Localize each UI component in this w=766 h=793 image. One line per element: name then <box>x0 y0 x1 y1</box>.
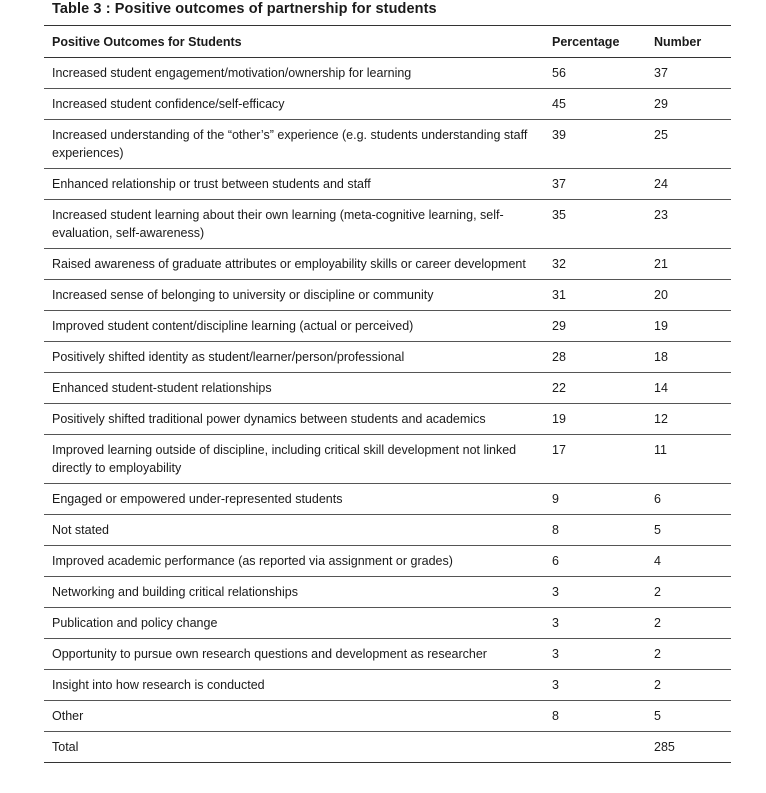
outcome-cell: Engaged or empowered under-represented students <box>52 492 343 506</box>
outcome-cell: Positively shifted traditional power dynamics between students and academics <box>52 412 486 426</box>
number-cell: 5 <box>654 709 661 723</box>
table-row <box>44 342 731 373</box>
percentage-cell: 32 <box>552 257 566 271</box>
table-row <box>44 120 731 169</box>
percentage-cell: 56 <box>552 66 566 80</box>
outcome-cell: Other <box>52 709 84 723</box>
percentage-cell: 45 <box>552 97 566 111</box>
table-row <box>44 404 731 435</box>
table-row <box>44 58 731 89</box>
number-cell: 21 <box>654 257 668 271</box>
percentage-cell: 3 <box>552 616 559 630</box>
outcome-cell: Increased sense of belonging to university or discipline or community <box>52 288 434 302</box>
table-row <box>44 169 731 200</box>
table-title: Table 3 : Positive outcomes of partnership for students <box>52 1 437 17</box>
outcome-cell: Increased student engagement/motivation/ownership for learning <box>52 66 412 80</box>
table-row <box>44 280 731 311</box>
table-row <box>44 577 731 608</box>
outcome-cell: Increased student learning about their own learning (meta-cognitive learning, self-evaluation, self-awareness) <box>52 208 504 240</box>
percentage-cell: 37 <box>552 177 566 191</box>
table-row <box>44 373 731 404</box>
number-cell: 2 <box>654 616 661 630</box>
percentage-cell: 19 <box>552 412 566 426</box>
table-row <box>44 200 731 249</box>
table-row <box>44 670 731 701</box>
number-cell: 23 <box>654 208 668 222</box>
number-cell: 2 <box>654 647 661 661</box>
percentage-cell: 28 <box>552 350 566 364</box>
outcome-cell: Raised awareness of graduate attributes or employability skills or career development <box>52 257 526 271</box>
number-cell: 19 <box>654 319 668 333</box>
outcome-cell: Insight into how research is conducted <box>52 678 265 692</box>
table-row <box>44 435 731 484</box>
table-row <box>44 639 731 670</box>
number-cell: 25 <box>654 128 668 142</box>
table-row <box>44 484 731 515</box>
table-row <box>44 701 731 732</box>
table-row <box>44 89 731 120</box>
outcome-cell: Publication and policy change <box>52 616 218 630</box>
percentage-cell: 29 <box>552 319 566 333</box>
percentage-cell: 39 <box>552 128 566 142</box>
table-body <box>44 58 731 763</box>
number-cell: 5 <box>654 523 661 537</box>
outcome-cell: Improved learning outside of discipline, including critical skill development not linked directly to employability <box>52 443 517 475</box>
number-cell: 11 <box>654 443 667 457</box>
table-row <box>44 249 731 280</box>
number-cell: 24 <box>654 177 668 191</box>
outcome-cell: Enhanced relationship or trust between students and staff <box>52 177 371 191</box>
outcomes-table <box>44 25 731 763</box>
header-number: Number <box>654 35 702 49</box>
outcome-cell: Not stated <box>52 523 109 537</box>
percentage-cell: 8 <box>552 709 559 723</box>
outcome-cell: Improved academic performance (as reported via assignment or grades) <box>52 554 453 568</box>
percentage-cell: 3 <box>552 585 559 599</box>
header-outcome: Positive Outcomes for Students <box>52 35 242 49</box>
outcome-cell: Improved student content/discipline learning (actual or perceived) <box>52 319 414 333</box>
table-header <box>44 26 731 58</box>
table-row <box>44 515 731 546</box>
header-percentage: Percentage <box>552 35 620 49</box>
number-cell: 4 <box>654 554 661 568</box>
table-row <box>44 608 731 639</box>
outcome-cell: Positively shifted identity as student/learner/person/professional <box>52 350 405 364</box>
total-label: Total <box>52 740 79 754</box>
outcome-cell: Opportunity to pursue own research questions and development as researcher <box>52 647 487 661</box>
number-cell: 29 <box>654 97 668 111</box>
number-cell: 12 <box>654 412 668 426</box>
percentage-cell: 3 <box>552 678 559 692</box>
header-row <box>44 26 731 58</box>
outcome-cell: Enhanced student-student relationships <box>52 381 272 395</box>
table-row <box>44 311 731 342</box>
number-cell: 2 <box>654 585 661 599</box>
percentage-cell: 9 <box>552 492 559 506</box>
percentage-cell: 8 <box>552 523 559 537</box>
percentage-cell: 35 <box>552 208 566 222</box>
number-cell: 6 <box>654 492 661 506</box>
number-cell: 37 <box>654 66 668 80</box>
number-cell: 2 <box>654 678 661 692</box>
percentage-cell: 3 <box>552 647 559 661</box>
outcome-cell: Networking and building critical relationships <box>52 585 298 599</box>
number-cell: 14 <box>654 381 668 395</box>
percentage-cell: 31 <box>552 288 566 302</box>
percentage-cell: 6 <box>552 554 559 568</box>
outcome-cell: Increased student confidence/self-efficacy <box>52 97 285 111</box>
number-cell: 18 <box>654 350 668 364</box>
number-cell: 20 <box>654 288 668 302</box>
percentage-cell: 22 <box>552 381 566 395</box>
total-percentage <box>544 732 646 763</box>
percentage-cell: 17 <box>552 443 566 457</box>
total-row <box>44 732 731 763</box>
outcome-cell: Increased understanding of the “other’s” experience (e.g. students understanding staff experiences) <box>52 128 528 160</box>
table-row <box>44 546 731 577</box>
total-number: 285 <box>654 740 675 754</box>
